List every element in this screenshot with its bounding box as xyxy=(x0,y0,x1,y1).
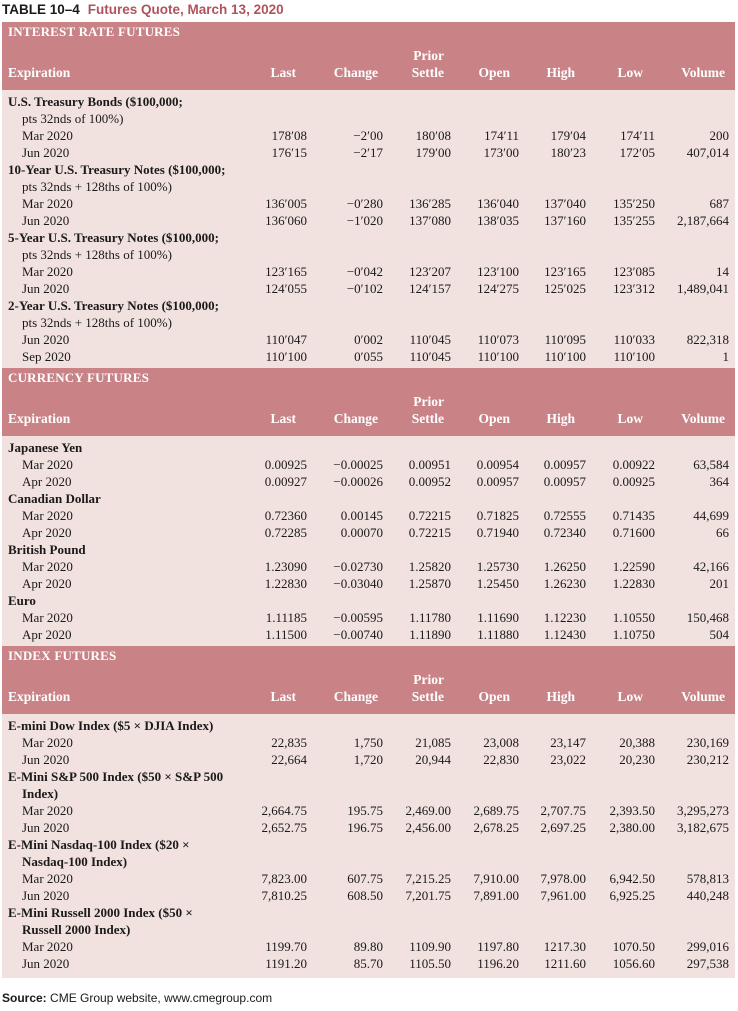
row-label: Apr 2020 xyxy=(22,474,72,489)
table-cell: 1 xyxy=(722,349,729,364)
group-label xyxy=(2,921,735,938)
table-cell: 20,944 xyxy=(415,752,451,767)
table-cell: 0′002 xyxy=(354,332,383,347)
table-cell: 135′255 xyxy=(613,213,655,228)
header-high: High xyxy=(546,411,575,426)
table-row xyxy=(2,331,735,348)
table-cell: 23,147 xyxy=(550,735,586,750)
header-change: Change xyxy=(333,689,378,704)
table-cell: 1211.60 xyxy=(544,956,586,971)
table-row xyxy=(2,144,735,161)
table-cell: −0.00025 xyxy=(333,457,383,472)
table-cell: 0.00957 xyxy=(476,474,519,489)
table-cell: 1.25870 xyxy=(408,576,451,591)
table-row xyxy=(2,348,735,365)
column-header-row xyxy=(2,666,735,714)
table-cell: 440,248 xyxy=(686,888,729,903)
table-cell: 0.00952 xyxy=(408,474,451,489)
table-cell: −0′042 xyxy=(346,264,383,279)
table-cell: 196.75 xyxy=(347,820,383,835)
table-cell: 179′00 xyxy=(415,145,451,160)
table-cell: 110′100 xyxy=(477,349,519,364)
table-number: TABLE 10–4 xyxy=(2,2,80,17)
table-row xyxy=(2,870,735,887)
table-cell: −1′020 xyxy=(346,213,383,228)
table-cell: 1,720 xyxy=(353,752,383,767)
group-label xyxy=(2,785,735,802)
table-cell: 136′005 xyxy=(265,196,307,211)
row-label: Jun 2020 xyxy=(22,213,70,228)
table-cell: 1197.80 xyxy=(477,939,519,954)
table-row xyxy=(2,938,735,955)
group-label xyxy=(2,246,735,263)
table-cell: 174′11 xyxy=(484,128,519,143)
table-row xyxy=(2,456,735,473)
table-cell: 0.00070 xyxy=(340,525,383,540)
table-cell: 110′100 xyxy=(613,349,655,364)
table-cell: 22,830 xyxy=(483,752,519,767)
table-row xyxy=(2,626,735,643)
table-cell: 7,810.25 xyxy=(261,888,307,903)
table-cell: 201 xyxy=(709,576,729,591)
row-label: 10-Year U.S. Treasury Notes ($100,000; xyxy=(8,162,226,177)
table-cell: 1.23090 xyxy=(264,559,307,574)
header-low: Low xyxy=(617,65,643,80)
row-label: Jun 2020 xyxy=(22,956,70,971)
table-cell: 1.25730 xyxy=(476,559,519,574)
row-label: Apr 2020 xyxy=(22,525,72,540)
table-cell: 578,813 xyxy=(686,871,729,886)
table-row xyxy=(2,127,735,144)
table-cell: 1.26230 xyxy=(543,576,586,591)
table-row xyxy=(2,195,735,212)
table-cell: 123′165 xyxy=(544,264,586,279)
table-cell: 2,393.50 xyxy=(609,803,655,818)
table-cell: 1.22830 xyxy=(612,576,655,591)
table-cell: 1199.70 xyxy=(265,939,307,954)
source-label: Source: xyxy=(2,991,47,1005)
row-label: Index) xyxy=(22,786,59,801)
table-cell: 173′00 xyxy=(483,145,519,160)
table-cell: 136′060 xyxy=(265,213,307,228)
table-cell: 1.11500 xyxy=(265,627,307,642)
row-label: Jun 2020 xyxy=(22,820,70,835)
table-cell: 1.10550 xyxy=(612,610,655,625)
row-label: Mar 2020 xyxy=(22,559,73,574)
table-cell: 23,022 xyxy=(550,752,586,767)
table-cell: 364 xyxy=(709,474,729,489)
header-low: Low xyxy=(617,411,643,426)
header-volume: Volume xyxy=(681,411,725,426)
table-cell: 1.11690 xyxy=(477,610,519,625)
row-label: Jun 2020 xyxy=(22,752,70,767)
table-row xyxy=(2,887,735,904)
table-cell: 138′035 xyxy=(477,213,519,228)
table-cell: 0.71940 xyxy=(476,525,519,540)
table-cell: 1191.20 xyxy=(265,956,307,971)
table-row xyxy=(2,819,735,836)
table-cell: 3,182,675 xyxy=(677,820,729,835)
table-cell: 0.71600 xyxy=(612,525,655,540)
table-row xyxy=(2,212,735,229)
table-cell: 1196.20 xyxy=(477,956,519,971)
group-label xyxy=(2,541,735,558)
table-cell: 123′100 xyxy=(477,264,519,279)
table-cell: 7,215.25 xyxy=(405,871,451,886)
table-cell: 297,538 xyxy=(686,956,729,971)
table-cell: 63,584 xyxy=(693,457,729,472)
table-row xyxy=(2,280,735,297)
table-cell: 0.71435 xyxy=(612,508,655,523)
table-cell: 0.00951 xyxy=(408,457,451,472)
table-row xyxy=(2,558,735,575)
table-cell: 2,652.75 xyxy=(261,820,307,835)
table-cell: 124′157 xyxy=(409,281,451,296)
header-last: Last xyxy=(270,65,296,80)
table-cell: 7,201.75 xyxy=(405,888,451,903)
group-label xyxy=(2,853,735,870)
table-cell: 0.00927 xyxy=(264,474,307,489)
table-cell: 123′312 xyxy=(613,281,655,296)
header-volume: Volume xyxy=(681,65,725,80)
table-cell: 137′080 xyxy=(409,213,451,228)
row-label: Jun 2020 xyxy=(22,332,70,347)
row-label: Russell 2000 Index) xyxy=(22,922,131,937)
table-cell: 1217.30 xyxy=(543,939,586,954)
table-cell: 6,925.25 xyxy=(609,888,655,903)
section-title: INTEREST RATE FUTURES xyxy=(2,22,735,42)
table-cell: 123′207 xyxy=(409,264,451,279)
header-high: High xyxy=(546,65,575,80)
row-label: 2-Year U.S. Treasury Notes ($100,000; xyxy=(8,298,219,313)
table-cell: −2′17 xyxy=(353,145,383,160)
header-change: Change xyxy=(333,411,378,426)
header-settle: Settle xyxy=(411,411,444,426)
table-cell: 2,187,664 xyxy=(677,213,729,228)
table-cell: 0.72360 xyxy=(264,508,307,523)
table-cell: 0.72555 xyxy=(543,508,586,523)
table-cell: 1.25820 xyxy=(408,559,451,574)
table-cell: 7,961.00 xyxy=(540,888,586,903)
table-cell: 125′025 xyxy=(544,281,586,296)
table-cell: 1.11780 xyxy=(409,610,451,625)
row-label: Apr 2020 xyxy=(22,576,72,591)
table-cell: 7,823.00 xyxy=(261,871,307,886)
table-row xyxy=(2,802,735,819)
table-cell: −0′280 xyxy=(346,196,383,211)
row-label: Jun 2020 xyxy=(22,281,70,296)
table-row xyxy=(2,473,735,490)
table-cell: 2,689.75 xyxy=(473,803,519,818)
row-label: Mar 2020 xyxy=(22,196,73,211)
table-cell: 89.80 xyxy=(353,939,383,954)
table-cell: 124′275 xyxy=(477,281,519,296)
row-label: pts 32nds + 128ths of 100%) xyxy=(22,247,172,262)
header-prior: Prior xyxy=(413,48,444,63)
row-label: Apr 2020 xyxy=(22,627,72,642)
header-open: Open xyxy=(478,65,510,80)
table-cell: −2′00 xyxy=(353,128,383,143)
table-cell: 504 xyxy=(709,627,729,642)
table-cell: 0.72215 xyxy=(408,525,451,540)
group-label xyxy=(2,904,735,921)
table-caption xyxy=(2,1,284,19)
table-cell: 0.72215 xyxy=(408,508,451,523)
group-label xyxy=(2,297,735,314)
interest-rate-section xyxy=(2,22,735,368)
row-label: U.S. Treasury Bonds ($100,000; xyxy=(8,94,183,109)
table-cell: 6,942.50 xyxy=(609,871,655,886)
table-cell: −0.02730 xyxy=(333,559,383,574)
group-label xyxy=(2,592,735,609)
group-label xyxy=(2,161,735,178)
table-cell: 23,008 xyxy=(483,735,519,750)
table-cell: 22,664 xyxy=(271,752,307,767)
table-cell: 22,835 xyxy=(271,735,307,750)
row-label: British Pound xyxy=(8,542,86,557)
table-row xyxy=(2,609,735,626)
header-change: Change xyxy=(333,65,378,80)
header-prior: Prior xyxy=(413,394,444,409)
table-cell: 137′040 xyxy=(544,196,586,211)
table-cell: 44,699 xyxy=(693,508,729,523)
row-label: Mar 2020 xyxy=(22,735,73,750)
table-cell: 1.25450 xyxy=(476,576,519,591)
row-label: Jun 2020 xyxy=(22,145,70,160)
table-cell: 176′15 xyxy=(271,145,307,160)
table-cell: 1.11185 xyxy=(265,610,307,625)
header-low: Low xyxy=(617,689,643,704)
table-row xyxy=(2,524,735,541)
table-cell: 2,664.75 xyxy=(261,803,307,818)
table-cell: 2,707.75 xyxy=(540,803,586,818)
table-cell: 137′160 xyxy=(544,213,586,228)
row-label: Mar 2020 xyxy=(22,610,73,625)
row-label: Sep 2020 xyxy=(22,349,71,364)
table-cell: 1070.50 xyxy=(612,939,655,954)
table-cell: 180′23 xyxy=(550,145,586,160)
table-cell: −0.00740 xyxy=(333,627,383,642)
header-last: Last xyxy=(270,411,296,426)
table-cell: 407,014 xyxy=(686,145,729,160)
group-label xyxy=(2,314,735,331)
table-cell: −0.00026 xyxy=(333,474,383,489)
futures-table xyxy=(2,22,735,978)
table-cell: 0.72340 xyxy=(543,525,586,540)
table-cell: 3,295,273 xyxy=(677,803,729,818)
row-label: E-Mini S&P 500 Index ($50 × S&P 500 xyxy=(8,769,224,784)
table-cell: 1105.50 xyxy=(409,956,451,971)
header-high: High xyxy=(546,689,575,704)
table-cell: 124′055 xyxy=(265,281,307,296)
table-cell: 1.11880 xyxy=(477,627,519,642)
table-cell: 230,169 xyxy=(686,735,729,750)
group-label xyxy=(2,439,735,456)
table-cell: 0.00954 xyxy=(476,457,519,472)
row-label: Nasdaq-100 Index) xyxy=(22,854,128,869)
table-cell: 0.00957 xyxy=(543,474,586,489)
table-cell: 136′040 xyxy=(477,196,519,211)
table-cell: 7,891.00 xyxy=(473,888,519,903)
group-label xyxy=(2,490,735,507)
table-cell: −0.03040 xyxy=(333,576,383,591)
table-cell: 2,469.00 xyxy=(405,803,451,818)
row-label: Japanese Yen xyxy=(8,440,83,455)
table-cell: 0.00922 xyxy=(612,457,655,472)
table-cell: 2,380.00 xyxy=(609,820,655,835)
header-settle: Settle xyxy=(411,689,444,704)
table-cell: 2,697.25 xyxy=(540,820,586,835)
group-label xyxy=(2,768,735,785)
table-cell: 0.00957 xyxy=(543,457,586,472)
table-cell: 1,750 xyxy=(353,735,383,750)
row-label: pts 32nds of 100%) xyxy=(22,111,124,126)
table-cell: 0′055 xyxy=(354,349,383,364)
table-cell: 179′04 xyxy=(550,128,586,143)
row-label: Mar 2020 xyxy=(22,803,73,818)
table-cell: 0.00925 xyxy=(264,457,307,472)
table-cell: 0.00145 xyxy=(340,508,383,523)
row-label: Canadian Dollar xyxy=(8,491,101,506)
section-title: INDEX FUTURES xyxy=(2,646,735,666)
table-cell: 178′08 xyxy=(271,128,307,143)
column-header-row xyxy=(2,388,735,436)
table-cell: 136′285 xyxy=(409,196,451,211)
table-cell: 1.10750 xyxy=(612,627,655,642)
row-label: Euro xyxy=(8,593,36,608)
table-cell: 123′085 xyxy=(613,264,655,279)
header-settle: Settle xyxy=(411,65,444,80)
section-title: CURRENCY FUTURES xyxy=(2,368,735,388)
table-cell: 230,212 xyxy=(686,752,729,767)
table-row xyxy=(2,734,735,751)
header-expiration: Expiration xyxy=(8,411,71,426)
group-label xyxy=(2,229,735,246)
table-cell: 21,085 xyxy=(415,735,451,750)
table-cell: 85.70 xyxy=(353,956,383,971)
table-cell: −0′102 xyxy=(346,281,383,296)
header-expiration: Expiration xyxy=(8,689,71,704)
table-cell: 110′095 xyxy=(544,332,586,347)
group-label xyxy=(2,717,735,734)
table-cell: 110′100 xyxy=(544,349,586,364)
table-cell: 7,910.00 xyxy=(473,871,519,886)
row-label: E-Mini Russell 2000 Index ($50 × xyxy=(8,905,193,920)
header-prior: Prior xyxy=(413,672,444,687)
table-cell: 110′045 xyxy=(409,349,451,364)
table-cell: 0.00925 xyxy=(612,474,655,489)
table-cell: 1056.60 xyxy=(612,956,655,971)
group-label xyxy=(2,178,735,195)
table-cell: 20,388 xyxy=(619,735,655,750)
table-cell: 200 xyxy=(709,128,729,143)
header-open: Open xyxy=(478,411,510,426)
index-section xyxy=(2,646,735,978)
header-volume: Volume xyxy=(681,689,725,704)
column-header-row xyxy=(2,42,735,90)
group-label xyxy=(2,110,735,127)
table-row xyxy=(2,507,735,524)
table-cell: 607.75 xyxy=(347,871,383,886)
row-label: Mar 2020 xyxy=(22,264,73,279)
table-cell: 822,318 xyxy=(686,332,729,347)
table-cell: 1.22830 xyxy=(264,576,307,591)
table-cell: 110′045 xyxy=(409,332,451,347)
table-cell: 123′165 xyxy=(265,264,307,279)
table-cell: 0.72285 xyxy=(264,525,307,540)
table-cell: 1.12430 xyxy=(543,627,586,642)
table-cell: 1109.90 xyxy=(409,939,451,954)
row-label: Mar 2020 xyxy=(22,457,73,472)
table-cell: 110′073 xyxy=(477,332,519,347)
table-row xyxy=(2,263,735,280)
table-cell: 0.71825 xyxy=(476,508,519,523)
table-cell: 1.22590 xyxy=(612,559,655,574)
table-cell: 1.11890 xyxy=(409,627,451,642)
source-note xyxy=(2,991,272,1005)
table-cell: 110′033 xyxy=(613,332,655,347)
row-label: Jun 2020 xyxy=(22,888,70,903)
table-cell: 2,456.00 xyxy=(405,820,451,835)
table-cell: 195.75 xyxy=(347,803,383,818)
table-title: Futures Quote, March 13, 2020 xyxy=(87,2,284,17)
table-cell: 110′100 xyxy=(265,349,307,364)
table-cell: 1.26250 xyxy=(543,559,586,574)
table-row xyxy=(2,955,735,972)
source-text: CME Group website, www.cmegroup.com xyxy=(50,991,273,1005)
row-label: Mar 2020 xyxy=(22,508,73,523)
row-label: E-mini Dow Index ($5 × DJIA Index) xyxy=(8,718,214,733)
row-label: 5-Year U.S. Treasury Notes ($100,000; xyxy=(8,230,219,245)
row-label: E-Mini Nasdaq-100 Index ($20 × xyxy=(8,837,190,852)
table-cell: 66 xyxy=(716,525,729,540)
table-cell: 150,468 xyxy=(686,610,729,625)
table-cell: 608.50 xyxy=(347,888,383,903)
table-cell: 7,978.00 xyxy=(540,871,586,886)
group-label xyxy=(2,93,735,110)
table-cell: 1.12230 xyxy=(543,610,586,625)
table-cell: 687 xyxy=(709,196,729,211)
table-cell: 42,166 xyxy=(693,559,729,574)
table-cell: 172′05 xyxy=(619,145,655,160)
table-cell: 110′047 xyxy=(265,332,307,347)
table-cell: 1,489,041 xyxy=(677,281,729,296)
header-open: Open xyxy=(478,689,510,704)
row-label: Mar 2020 xyxy=(22,128,73,143)
row-label: pts 32nds + 128ths of 100%) xyxy=(22,315,172,330)
row-label: Mar 2020 xyxy=(22,939,73,954)
table-cell: −0.00595 xyxy=(333,610,383,625)
table-cell: 14 xyxy=(716,264,729,279)
header-expiration: Expiration xyxy=(8,65,71,80)
header-last: Last xyxy=(270,689,296,704)
table-row xyxy=(2,575,735,592)
currency-section xyxy=(2,368,735,646)
table-cell: 2,678.25 xyxy=(473,820,519,835)
row-label: pts 32nds + 128ths of 100%) xyxy=(22,179,172,194)
table-cell: 174′11 xyxy=(620,128,655,143)
table-cell: 180′08 xyxy=(415,128,451,143)
group-label xyxy=(2,836,735,853)
table-cell: 299,016 xyxy=(686,939,729,954)
row-label: Mar 2020 xyxy=(22,871,73,886)
table-row xyxy=(2,751,735,768)
table-cell: 135′250 xyxy=(613,196,655,211)
table-cell: 20,230 xyxy=(619,752,655,767)
